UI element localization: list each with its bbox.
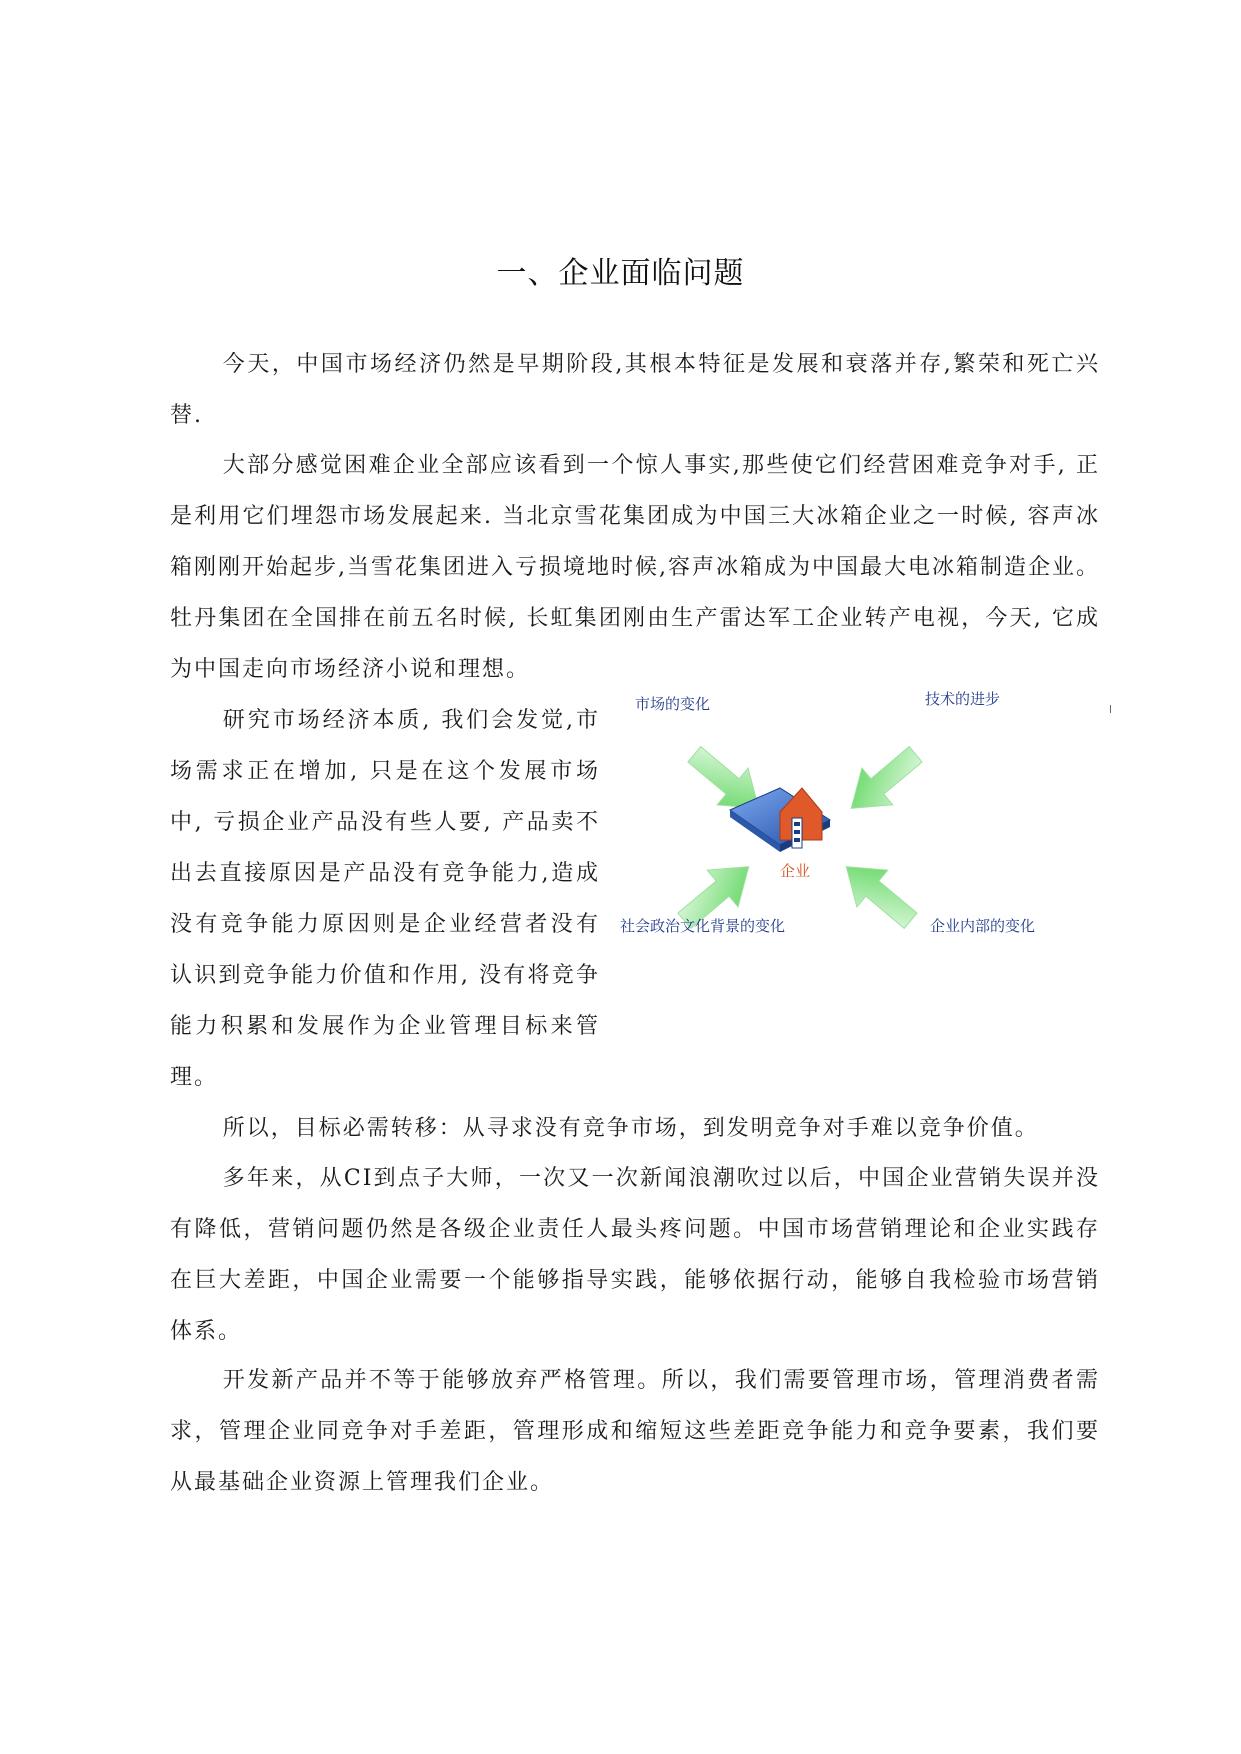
enterprise-diagram <box>620 690 1100 1000</box>
paragraph-2: 大部分感觉困难企业全部应该看到一个惊人事实,那些使它们经营困难竞争对手, 正是利用它们埋怨市场发展起来. 当北京雪花集团成为中国三大冰箱企业之一时候, 容声冰箱刚刚开始起步,当雪花集团进入亏损境地时候,容声冰箱成为中国最大电冰箱制造企业。牡丹集团在全国排在前五名时候, 长虹集团刚由生产雷达军工企业转产电视，今天, 它成为中国走向市场经济小说和理想。 <box>170 453 1100 682</box>
paragraph-6: 开发新产品并不等于能够放弃严格管理。所以，我们需要管理市场，管理消费者需求，管理企业同竞争对手差距，管理形成和缩短这些差距竞争能力和竞争要素，我们要从最基础企业资源上管理我们企业。 <box>170 1368 1100 1495</box>
page-title: 一、企业面临问题 <box>496 256 745 291</box>
paragraph-3: 研究市场经济本质, 我们会发觉,市场需求正在增加, 只是在这个发展市场中, 亏损企业产品没有些人要, 产品卖不出去直接原因是产品没有竞争能力,造成没有竞争能力原因则是企业经营者没有认识到竞争能力价值和作用, 没有将竞争能力积累和发展作为企业管理目标来管理。 <box>170 708 600 1090</box>
paragraph-5: 多年来，从CI到点子大师，一次又一次新闻浪潮吹过以后，中国企业营销失误并没有降低，营销问题仍然是各级企业责任人最头疼问题。中国市场营销理论和企业实践存在巨大差距，中国企业需要一个能够指导实践，能够依据行动，能够自我检验市场营销体系。 <box>170 1166 1100 1344</box>
paragraph-1: 今天，中国市场经济仍然是早期阶段,其根本特征是发展和衰落并存,繁荣和死亡兴替. <box>170 352 1100 428</box>
margin-mark <box>1110 705 1111 713</box>
label-technology-progress: 技术的进步 <box>925 690 1001 708</box>
label-social-political-change: 社会政治文化背景的变化 <box>620 917 786 935</box>
label-market-change: 市场的变化 <box>635 695 711 713</box>
arrow-bottom-right <box>831 848 926 939</box>
paragraph-4: 所以，目标必需转移：从寻求没有竞争市场，到发明竞争对手难以竞争价值。 <box>222 1116 1039 1141</box>
label-enterprise: 企业 <box>780 862 811 880</box>
arrow-top-right <box>836 736 931 827</box>
enterprise-diagram-graphic <box>630 700 1100 1000</box>
label-internal-change: 企业内部的变化 <box>930 917 1036 935</box>
